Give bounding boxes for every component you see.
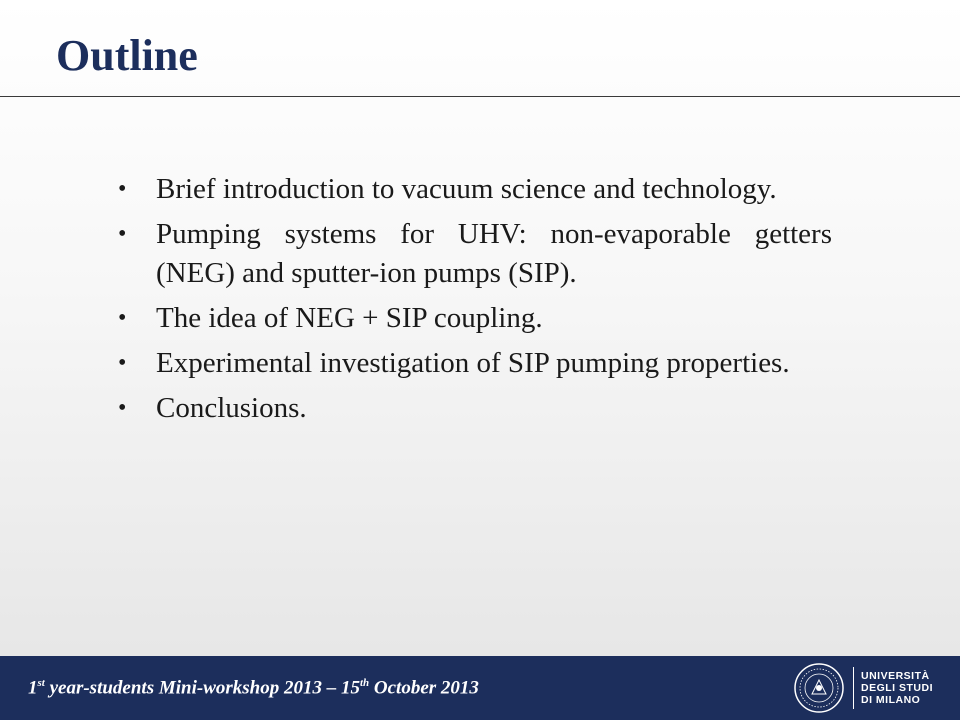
- bullet-item: [118, 389, 832, 428]
- university-name-line: UNIVERSITÀ: [861, 670, 930, 682]
- bullet-text: Conclusions.: [156, 392, 307, 424]
- footer-superscript: st: [37, 677, 45, 689]
- bullet-item: [118, 344, 832, 383]
- footer-caption: [28, 677, 479, 699]
- footer-bar: [0, 656, 960, 720]
- footer-superscript: th: [359, 677, 370, 689]
- footer-text-part: year-students Mini-workshop 2013 – 15: [44, 677, 360, 699]
- bullet-item: [118, 215, 832, 293]
- bullet-icon: •: [118, 176, 127, 202]
- university-name-line: DI MILANO: [861, 694, 921, 706]
- university-name-line: DEGLI STUDI: [861, 682, 934, 694]
- bullet-text: Brief introduction to vacuum science and technology.: [156, 173, 777, 205]
- university-logo: [793, 661, 934, 715]
- footer-text-part: 1: [28, 677, 38, 699]
- bullet-item: [118, 170, 832, 209]
- outline-list: [118, 170, 832, 434]
- bullet-icon: •: [118, 395, 127, 421]
- university-name: [861, 670, 933, 706]
- logo-divider: [853, 667, 854, 709]
- bullet-icon: •: [118, 221, 127, 247]
- bullet-text: Pumping systems for UHV: non-evaporable getters (NEG) and sputter-ion pumps (SIP).: [156, 218, 832, 289]
- bullet-text: The idea of NEG + SIP coupling.: [156, 302, 543, 334]
- bullet-item: [118, 299, 832, 338]
- bullet-icon: •: [118, 305, 127, 331]
- bullet-icon: •: [118, 350, 127, 376]
- bullet-text: Experimental investigation of SIP pumping properties.: [156, 347, 790, 379]
- university-seal-icon: [793, 662, 845, 714]
- title-divider: [0, 96, 960, 97]
- slide-title: Outline: [56, 31, 198, 80]
- footer-text-part: October 2013: [369, 677, 479, 699]
